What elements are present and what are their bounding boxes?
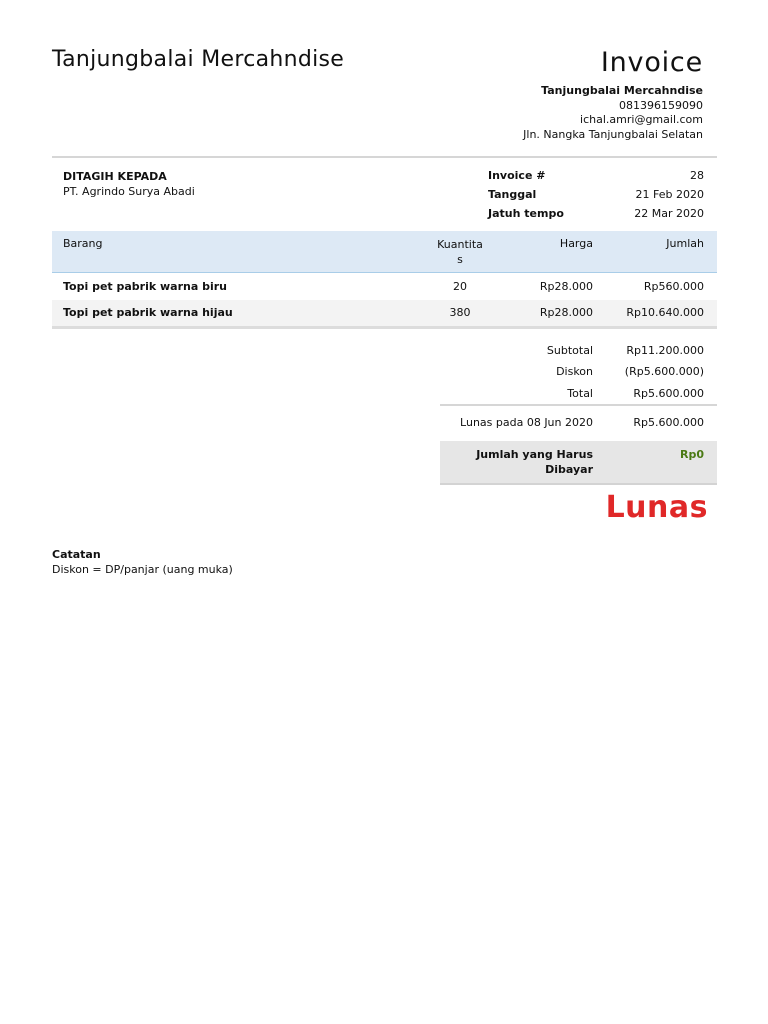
- header-divider: [52, 156, 717, 158]
- notes-block: [52, 548, 233, 577]
- item-description: Topi pet pabrik warna hijau: [63, 306, 233, 319]
- notes-title: Catatan: [52, 548, 101, 561]
- item-quantity: 380: [449, 306, 471, 319]
- date-value: 21 Feb 2020: [635, 188, 704, 201]
- due-date-label: Jatuh tempo: [488, 207, 564, 220]
- column-header-amount: Jumlah: [666, 237, 704, 250]
- column-header-price: Harga: [559, 237, 593, 250]
- sender-email: ichal.amri@gmail.com: [580, 113, 703, 126]
- items-divider: [52, 326, 717, 329]
- item-description: Topi pet pabrik warna biru: [63, 280, 228, 293]
- subtotal-label: Subtotal: [546, 344, 593, 357]
- notes-text: Diskon = DP/panjar (uang muka): [52, 562, 233, 576]
- total-label: Total: [567, 387, 593, 400]
- meta-row-due: [488, 206, 704, 225]
- meta-row-date: [488, 187, 704, 206]
- bill-to-name: PT. Agrindo Surya Abadi: [63, 185, 195, 198]
- item-price: Rp28.000: [539, 306, 593, 319]
- amount-due-label: Jumlah yang Harus Dibayar: [476, 448, 593, 476]
- amount-due-value: Rp0: [680, 448, 704, 461]
- subtotal-value: Rp11.200.000: [626, 344, 704, 357]
- item-quantity: 20: [453, 280, 467, 293]
- meta-row-invoice: [488, 168, 704, 187]
- document-title: Invoice: [600, 47, 703, 78]
- total-value: Rp5.600.000: [633, 387, 704, 400]
- date-label: Tanggal: [488, 188, 537, 201]
- paid-status-stamp: Lunas: [605, 490, 708, 525]
- sender-name: Tanjungbalai Mercahndise: [541, 84, 703, 97]
- paid-label: Lunas pada 08 Jun 2020: [460, 416, 593, 429]
- bill-to-block: [63, 169, 195, 199]
- column-header-quantity: Kuantita s: [437, 238, 483, 266]
- item-amount: Rp560.000: [643, 280, 704, 293]
- company-title: Tanjungbalai Mercahndise: [52, 47, 345, 72]
- amount-due-box: [440, 441, 717, 485]
- table-row: [52, 300, 717, 326]
- summary-divider: [440, 404, 717, 406]
- discount-label: Diskon: [556, 365, 593, 378]
- invoice-number-label: Invoice #: [488, 169, 546, 182]
- due-date-value: 22 Mar 2020: [634, 207, 704, 220]
- column-header-item: Barang: [63, 237, 103, 250]
- invoice-number-value: 28: [690, 169, 704, 182]
- sender-phone: 081396159090: [619, 98, 703, 112]
- item-amount: Rp10.640.000: [626, 306, 704, 319]
- table-row: [52, 274, 717, 300]
- invoice-meta: [488, 168, 704, 225]
- sender-block: [523, 84, 703, 142]
- bill-to-label: DITAGIH KEPADA: [63, 170, 167, 183]
- sender-address: Jln. Nangka Tanjungbalai Selatan: [523, 127, 703, 141]
- paid-value: Rp5.600.000: [633, 416, 704, 429]
- items-table-header: [52, 231, 717, 273]
- item-price: Rp28.000: [539, 280, 593, 293]
- discount-value: (Rp5.600.000): [624, 365, 704, 378]
